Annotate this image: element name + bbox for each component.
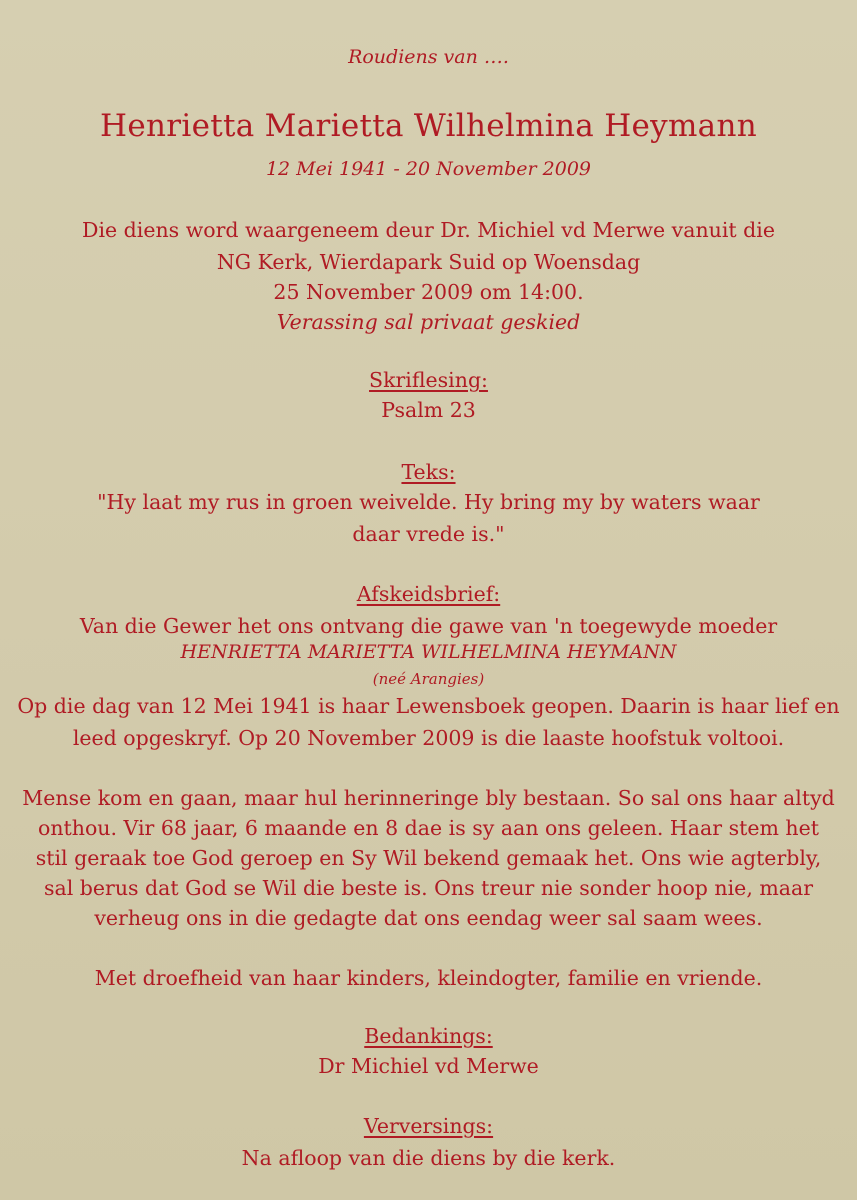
service-line-2: NG Kerk, Wierdapark Suid op Woensdag bbox=[216, 250, 641, 274]
deceased-name: Henrietta Marietta Wilhelmina Heymann bbox=[99, 108, 757, 144]
letter-line-b4: sal berus dat God se Wil die beste is. Ons treur nie sonder hoop nie, maar bbox=[43, 876, 814, 900]
cremation-note: Verassing sal privaat geskied bbox=[276, 310, 581, 334]
letter-line-b5: verheug ons in die gedagte dat ons eendag weer sal saam wees. bbox=[94, 906, 763, 930]
refreshments-text: Na afloop van die diens by die kerk. bbox=[241, 1146, 616, 1170]
text-line-1: "Hy laat my rus in groen weivelde. Hy bring my by waters waar bbox=[97, 490, 760, 514]
service-line-3: 25 November 2009 om 14:00. bbox=[273, 280, 584, 304]
thanks-heading: Bedankings: bbox=[364, 1024, 493, 1048]
refreshments-heading: Verversings: bbox=[363, 1114, 494, 1138]
letter-name-caps: HENRIETTA MARIETTA WILHELMINA HEYMANN bbox=[180, 641, 677, 663]
service-line-1: Die diens word waargeneem deur Dr. Michiel vd Merwe vanuit die bbox=[82, 218, 775, 242]
maiden-name: (neé Arangies) bbox=[372, 670, 485, 688]
letter-line-1: Van die Gewer het ons ontvang die gawe van 'n toegewyde moeder bbox=[79, 614, 778, 638]
letter-heading: Afskeidsbrief: bbox=[356, 582, 501, 606]
closing-line: Met droefheid van haar kinders, kleindogter, familie en vriende. bbox=[94, 966, 763, 990]
letter-line-b1: Mense kom en gaan, maar hul herinneringe bly bestaan. So sal ons haar altyd bbox=[22, 786, 835, 810]
life-dates: 12 Mei 1941 - 20 November 2009 bbox=[265, 158, 592, 180]
letter-line-b3: stil geraak toe God geroep en Sy Wil bekend gemaak het. Ons wie agterbly, bbox=[35, 846, 822, 870]
letter-line-b2: onthou. Vir 68 jaar, 6 maande en 8 dae is sy aan ons geleen. Haar stem het bbox=[37, 816, 819, 840]
text-heading: Teks: bbox=[401, 460, 456, 484]
reading-text: Psalm 23 bbox=[381, 398, 476, 422]
letter-line-a2: leed opgeskryf. Op 20 November 2009 is die laaste hoofstuk voltooi. bbox=[72, 726, 785, 750]
text-line-2: daar vrede is." bbox=[352, 522, 505, 546]
letter-line-a1: Op die dag van 12 Mei 1941 is haar Lewensboek geopen. Daarin is haar lief en bbox=[17, 694, 840, 718]
thanks-text: Dr Michiel vd Merwe bbox=[318, 1054, 539, 1078]
reading-heading: Skriflesing: bbox=[369, 368, 488, 392]
intro-text: Roudiens van …. bbox=[348, 46, 509, 68]
